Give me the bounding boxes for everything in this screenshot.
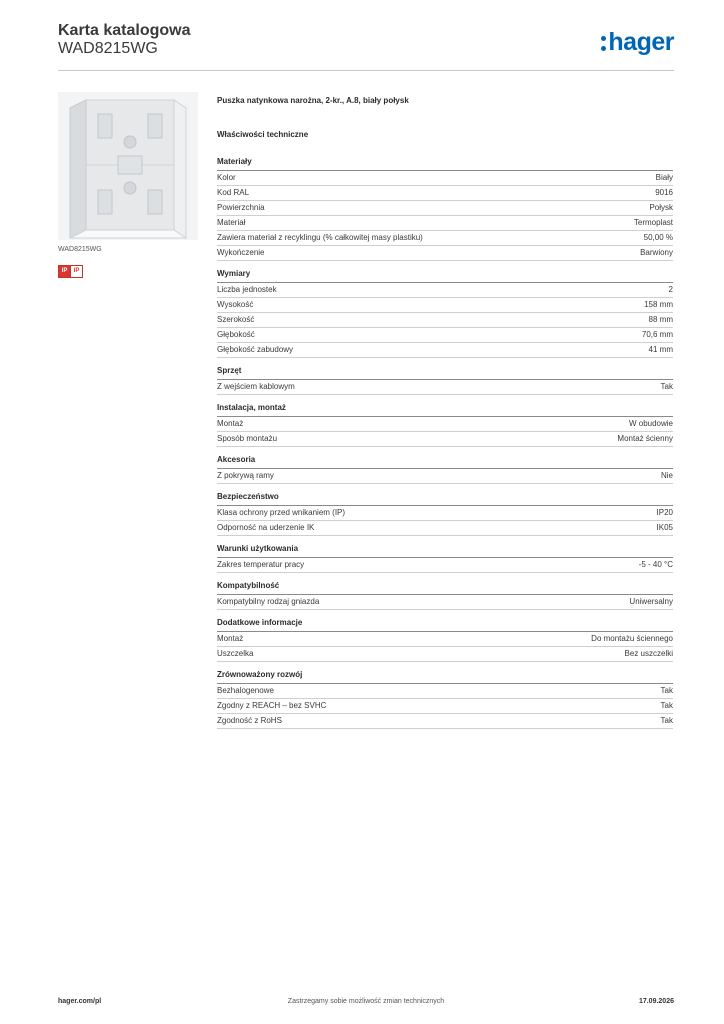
ip-badge-left: IP <box>59 266 70 277</box>
spec-value: Tak <box>660 382 673 391</box>
spec-row <box>217 684 673 699</box>
doc-title: Karta katalogowa <box>58 22 191 39</box>
specs-column <box>217 96 673 737</box>
spec-section <box>217 366 673 395</box>
section-title: Akcesoria <box>217 455 673 469</box>
spec-section <box>217 544 673 573</box>
spec-label: Sposób montażu <box>217 434 278 443</box>
product-code: WAD8215WG <box>58 40 158 57</box>
spec-value: 50,00 % <box>643 233 673 242</box>
section-title: Wymiary <box>217 269 673 283</box>
section-title: Kompatybilność <box>217 581 673 595</box>
product-description: Puszka natynkowa narożna, 2-kr., A.8, biały połysk <box>217 96 409 105</box>
spec-row <box>217 216 673 231</box>
spec-value: Do montażu ściennego <box>591 634 673 643</box>
spec-row <box>217 506 673 521</box>
spec-value: 70,6 mm <box>641 330 673 339</box>
spec-row <box>217 647 673 662</box>
spec-section <box>217 581 673 610</box>
spec-label: Odporność na uderzenie IK <box>217 523 315 532</box>
spec-label: Wysokość <box>217 300 254 309</box>
image-caption: WAD8215WG <box>58 246 102 253</box>
spec-label: Kod RAL <box>217 188 250 197</box>
spec-label: Montaż <box>217 634 244 643</box>
spec-row <box>217 343 673 358</box>
product-image <box>58 92 198 240</box>
spec-row <box>217 699 673 714</box>
section-title: Warunki użytkowania <box>217 544 673 558</box>
spec-value: IP20 <box>656 508 673 517</box>
spec-value: Nie <box>660 471 673 480</box>
spec-section <box>217 157 673 261</box>
spec-value: 41 mm <box>648 345 673 354</box>
spec-section <box>217 670 673 729</box>
spec-row <box>217 246 673 261</box>
spec-label: Zawiera materiał z recyklingu (% całkowitej masy plastiku) <box>217 233 423 242</box>
spec-value: 158 mm <box>644 300 673 309</box>
spec-value: 88 mm <box>648 315 673 324</box>
spec-value: IK05 <box>656 523 673 532</box>
ip-badge-right: IP <box>70 266 82 277</box>
spec-row <box>217 298 673 313</box>
section-title: Sprzęt <box>217 366 673 380</box>
spec-row <box>217 632 673 647</box>
spec-value: Tak <box>660 716 673 725</box>
spec-label: Klasa ochrony przed wnikaniem (IP) <box>217 508 346 517</box>
spec-value: -5 - 40 °C <box>638 560 673 569</box>
section-title: Instalacja, montaż <box>217 403 673 417</box>
spec-label: Materiał <box>217 218 246 227</box>
logo-dots-icon <box>601 36 606 52</box>
section-title: Dodatkowe informacje <box>217 618 673 632</box>
spec-label: Wykończenie <box>217 248 265 257</box>
spec-label: Uszczelka <box>217 649 254 658</box>
footer-website-link[interactable]: hager.com/pl <box>58 998 102 1005</box>
spec-value: 9016 <box>655 188 673 197</box>
spec-value: 2 <box>668 285 673 294</box>
spec-label: Zgodny z REACH – bez SVHC <box>217 701 327 710</box>
spec-row <box>217 201 673 216</box>
spec-row <box>217 231 673 246</box>
spec-label: Szerokość <box>217 315 255 324</box>
spec-row <box>217 380 673 395</box>
spec-label: Montaż <box>217 419 244 428</box>
spec-label: Powierzchnia <box>217 203 265 212</box>
spec-section <box>217 618 673 662</box>
spec-section <box>217 269 673 358</box>
spec-row <box>217 595 673 610</box>
page-header <box>58 22 674 70</box>
spec-row <box>217 714 673 729</box>
spec-label: Z wejściem kablowym <box>217 382 295 391</box>
spec-row <box>217 313 673 328</box>
spec-section <box>217 455 673 484</box>
left-column <box>58 92 198 278</box>
spec-section <box>217 492 673 536</box>
spec-label: Głębokość <box>217 330 255 339</box>
ip-rating-icon <box>58 265 83 278</box>
spec-value: Tak <box>660 686 673 695</box>
spec-value: Termoplast <box>633 218 673 227</box>
footer-date: 17.09.2026 <box>638 998 674 1005</box>
spec-section <box>217 403 673 447</box>
spec-row <box>217 171 673 186</box>
logo-text: hager <box>608 28 674 56</box>
spec-label: Zgodność z RoHS <box>217 716 282 725</box>
spec-label: Kompatybilny rodzaj gniazda <box>217 597 320 606</box>
spec-label: Kolor <box>217 173 236 182</box>
hager-logo[interactable] <box>601 28 674 54</box>
spec-row <box>217 283 673 298</box>
spec-value: Biały <box>655 173 673 182</box>
spec-row <box>217 417 673 432</box>
spec-value: Tak <box>660 701 673 710</box>
section-title: Materiały <box>217 157 673 171</box>
header-divider <box>58 70 674 71</box>
spec-row <box>217 328 673 343</box>
spec-sections <box>217 157 673 729</box>
spec-row <box>217 186 673 201</box>
technical-properties-title: Właściwości techniczne <box>217 130 309 139</box>
spec-value: Bez uszczelki <box>624 649 673 658</box>
spec-row <box>217 521 673 536</box>
spec-label: Bezhalogenowe <box>217 686 274 695</box>
spec-row <box>217 558 673 573</box>
spec-row <box>217 432 673 447</box>
spec-label: Liczba jednostek <box>217 285 277 294</box>
footer-disclaimer: Zastrzegamy sobie możliwość zmian technicznych <box>287 998 445 1005</box>
spec-value: Barwiony <box>640 248 673 257</box>
spec-value: Uniwersalny <box>629 597 673 606</box>
spec-value: Połysk <box>649 203 673 212</box>
spec-label: Głębokość zabudowy <box>217 345 294 354</box>
spec-label: Zakres temperatur pracy <box>217 560 305 569</box>
spec-value: W obudowie <box>628 419 673 428</box>
spec-label: Z pokrywą ramy <box>217 471 274 480</box>
section-title: Bezpieczeństwo <box>217 492 673 506</box>
section-title: Zrównoważony rozwój <box>217 670 673 684</box>
spec-value: Montaż ścienny <box>617 434 673 443</box>
spec-row <box>217 469 673 484</box>
